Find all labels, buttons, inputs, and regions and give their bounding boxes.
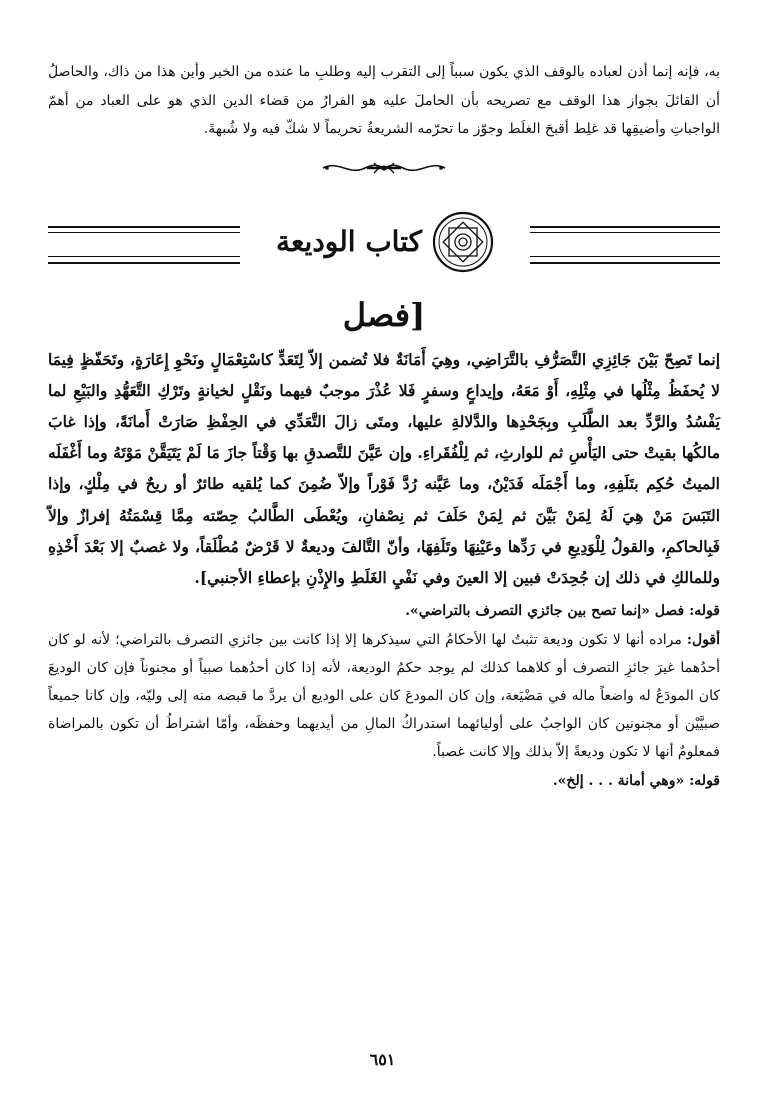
commentary-quote-2 xyxy=(48,767,720,796)
commentary xyxy=(48,597,720,795)
quote-label: قوله: xyxy=(689,603,720,620)
section-heading: [فصل xyxy=(342,295,426,334)
intro-paragraph: به، فإنه إنما أذن لعباده بالوقف الذي يكون سبباً إلى التقرب إليه وطلبِ ما عنده من الخير وأين هذا من ذاك، والحاصلُ أن القائلَ بجواز هذا الوقف مع تصريحه بأن الحاملَ عليه هو الفرارُ من قضاء الدين الذي هو على العباد من أهمّ الواجباتِ وأضيقِها قد غلِط أقبحَ الغلَط وجوّز ما تحرّمه الشريعةُ تحريماً لا شكّ فيه ولا شُبهةَ. xyxy=(48,64,720,137)
page-number: ٦٥١ xyxy=(369,1050,396,1069)
explanation-text: مراده أنها لا تكون وديعة تثبتُ لها الأحكامُ التي سيذكرها إلا إذا كانت بين جائزي التصرف بالتراضي؛ لأنه لو كان أحدُهما غيرَ جائزِ التصرف أو كلاهما كذلك لم يوجد حكمُ الوديعة، لأنه إذا كان أحدُهما صبياً أو مجنوناً فإن كان الوديعَ كان المودَعُ له واضعاً ماله في مَضْيَعة، وإن كان المودعَ كان على الوديع أن يردَّ ما قبضه منه إلى وليّه، وإن كانا جميعاً صبيَّيْن أو مجنونين كان الواجبُ على أوليائهما استدراكُ المالِ من أيديهما وحفظَه، وأمّا اشتراطُ أن تكون بالمراضاة فمعلومٌ أنها لا تكون وديعةً إلاّ بذلك وإلا كانت غصباً. xyxy=(48,631,720,761)
quote-label-2: قوله: xyxy=(689,772,720,789)
quote-text-2: «وهي أمانة . . . إلخ». xyxy=(552,772,685,789)
commentary-explanation xyxy=(48,626,720,767)
chapter-header xyxy=(48,206,720,278)
chapter-title: كتاب الوديعة xyxy=(276,225,422,258)
chapter-title-box xyxy=(240,206,530,278)
commentary-quote xyxy=(48,597,720,626)
page-body xyxy=(48,58,720,795)
explanation-label: أقول: xyxy=(686,631,721,648)
flourish-ornament xyxy=(319,158,449,178)
quote-text: فصل «إنما تصح بين جائزي التصرف بالتراضي». xyxy=(405,603,685,620)
matn-text: إنما تَصِحّ بَيْنَ جَائِزِي التَّصَرُّفِ بالتَّرَاضِي، وهِيَ أَمَانَةٌ فلا تُضمن إلاّ لِتَعَدٍّ كاسْتِعْمَالٍ ونَحْوِ إِعَارَةٍ، وتَحَفّظٍ فِيمَا لا يُحفَظُ مِثْلُها في مِثْلِهِ، أَوْ مَعَهُ، وإيداعٍ وسفرٍ فَلا عُذْرَ موجبٌ فيهما ونَقْلٍ لخيانةٍ وتَرْكِ التَّعَهُّدِ والبَيْعِ لما يَفْسُدُ والرَّدِّ بعد الطَّلَبِ وبِجَحْدِها والدَّلالةِ عليها، ومتَى زالَ التَّعَدِّي في الحِفْظِ صَارَتْ أَمانَةً، وإذا غابَ مالكُها بقيتْ حتى اليَأْسِ ثم للوارثِ، ثم لِلْفُقَراءِ. وإن عَيَّنَ للتَّصدقِ بها وَقْتاً جازَ مَا لَمْ يَتَيَقَّنْ مَوْتَهُ وما أَغْفَلَه الميتُ حُكِم بتَلَفِهِ، وما أَجْمَلَه فَدَيْنٌ، وما عَيَّنه رُدَّ فَوْراً وإلاّ ضُمِنَ كما يُلقيه طائرٌ أو ريحٌ في مِلْكٍ، وإذا التَبَسَ مَنْ هِيَ لَهُ لِمَنْ بَيَّنَ ثم لِمَنْ حَلَفَ ثم نِصْفانِ، ويُعْطَى الطَّالبُ حِصّته مِمَّا قِسْمَتُهُ إفرازٌ وإلاّ فَبِالحاكمِ، والقولُ لِلْوَدِيعِ في رَدِّها وعَيْنِهَا وتَلَفِهَا، وأنّ التَّالفَ وديعةٌ لا قَرْضٌ مُطْلَقاً، ولا غصبٌ إلا بَعْدَ أَخْذِهِ وللمالكِ في ذلك إن جُحِدَتْ فبين إلا العينَ وفي نَفْيِ الغَلَطِ والإِذْنِ بإعطاءِ الأجنبي]. xyxy=(48,349,720,587)
rosette-emblem-icon xyxy=(432,211,494,273)
